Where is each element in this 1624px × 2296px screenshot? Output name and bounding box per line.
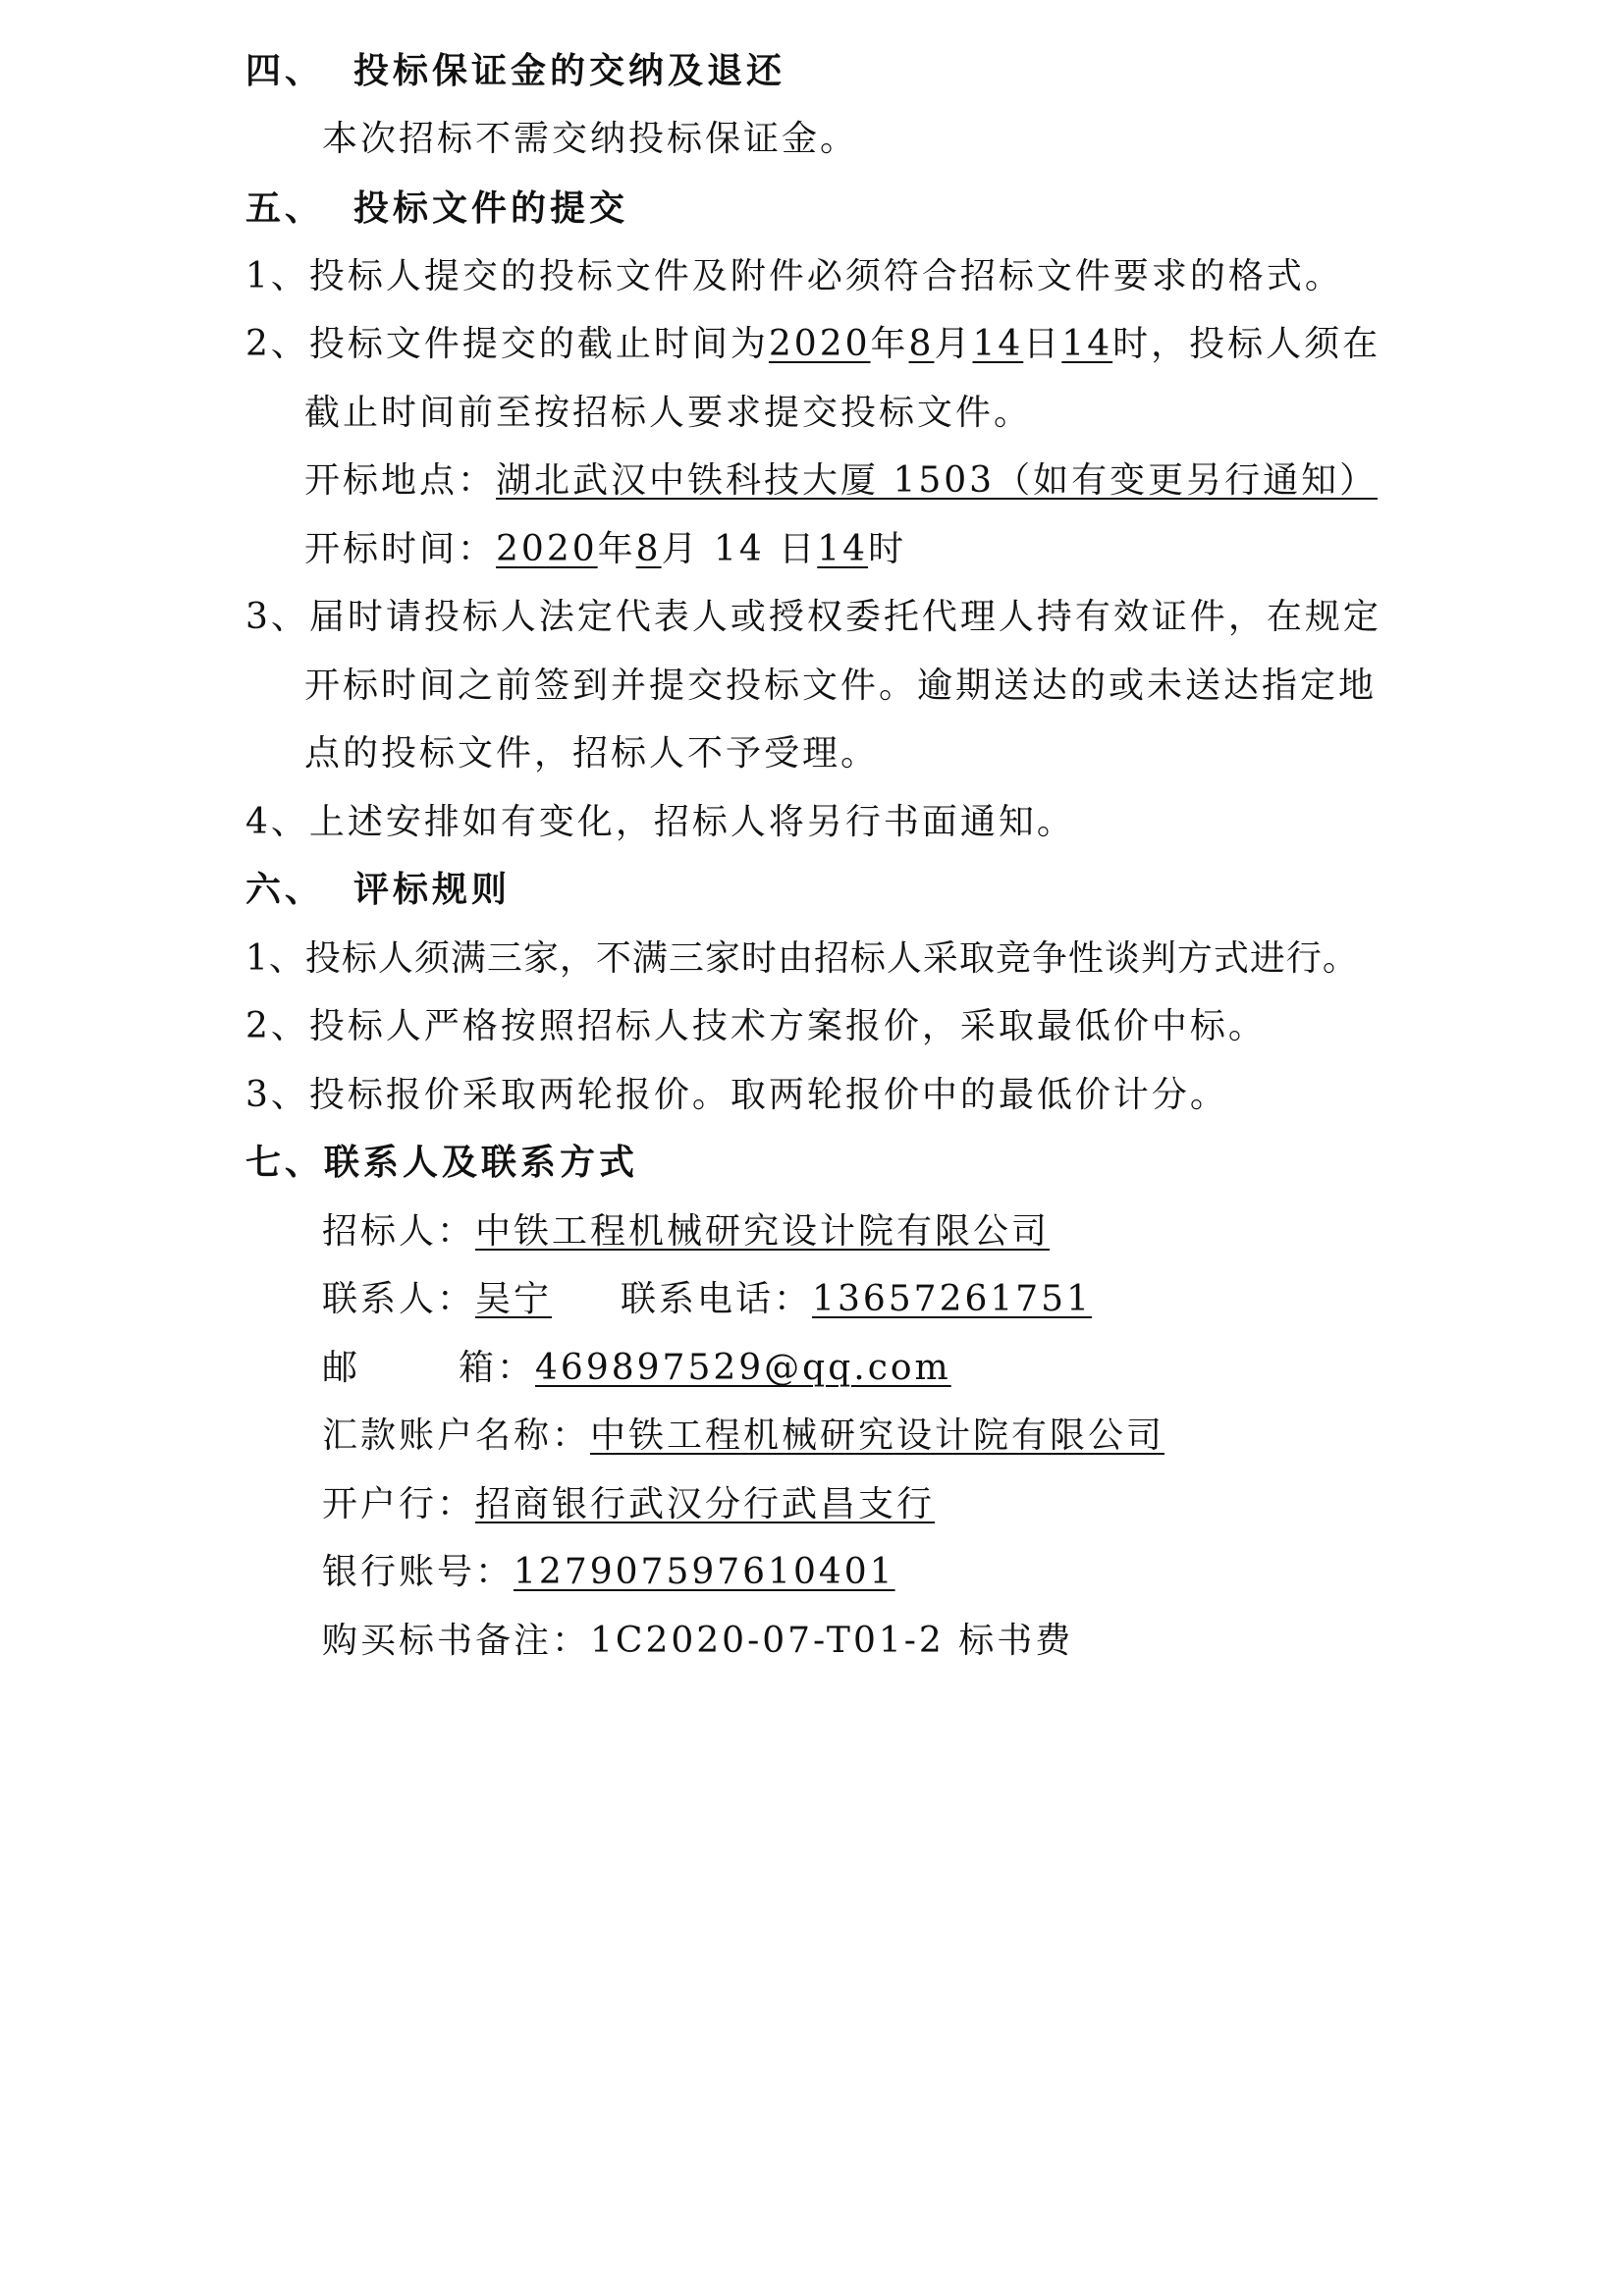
email-line xyxy=(322,1346,951,1391)
contact-line xyxy=(322,1277,1092,1322)
phone-value: 13657261751 xyxy=(812,1279,1092,1319)
section-5-item-2-line-1 xyxy=(245,322,1380,367)
section-5-item-1: 1、投标人提交的投标文件及附件必须符合招标文件要求的格式。 xyxy=(245,256,1343,296)
opening-year-unit: 年 xyxy=(597,529,636,569)
deadline-month-unit: 月 xyxy=(934,324,973,364)
opening-year: 2020 xyxy=(496,529,598,569)
deadline-day-unit: 日 xyxy=(1023,324,1062,364)
tenderer-line xyxy=(322,1209,1050,1255)
tenderer-label: 招标人： xyxy=(322,1211,476,1252)
purchase-note-value: 1C2020-07-T01-2 标书费 xyxy=(590,1621,1074,1661)
account-name-line xyxy=(322,1414,1164,1459)
deadline-year: 2020 xyxy=(768,324,871,364)
phone-label: 联系电话： xyxy=(621,1279,813,1319)
section-6-heading xyxy=(245,868,511,913)
section-5-heading xyxy=(245,187,628,232)
section-4-number: 四、 xyxy=(245,51,325,91)
section-7-heading: 七、联系人及联系方式 xyxy=(245,1143,639,1183)
account-number-line xyxy=(322,1550,895,1595)
opening-venue xyxy=(304,458,1378,504)
contact-label: 联系人： xyxy=(322,1279,476,1319)
bank-value: 招商银行武汉分行武昌支行 xyxy=(475,1484,936,1524)
purchase-note-line xyxy=(322,1619,1073,1664)
purchase-note-label: 购买标书备注： xyxy=(322,1621,591,1661)
section-5-item-4: 4、上述安排如有变化，招标人将另行书面通知。 xyxy=(245,802,1075,842)
deadline-year-unit: 年 xyxy=(870,324,909,364)
section-4-text: 本次招标不需交纳投标保证金。 xyxy=(322,119,859,159)
email-label-a: 邮 xyxy=(322,1348,361,1388)
section-5-title: 投标文件的提交 xyxy=(353,188,629,229)
opening-venue-label: 开标地点： xyxy=(304,460,497,501)
section-6-item-3: 3、投标报价采取两轮报价。取两轮报价中的最低价计分。 xyxy=(245,1075,1228,1115)
contact-value: 吴宁 xyxy=(475,1279,553,1319)
section-4-title: 投标保证金的交纳及退还 xyxy=(353,51,786,91)
opening-hour: 14 xyxy=(817,529,869,569)
bank-line xyxy=(322,1482,935,1527)
tenderer-value: 中铁工程机械研究设计院有限公司 xyxy=(475,1211,1051,1252)
section-6-title: 评标规则 xyxy=(353,870,512,910)
deadline-month: 8 xyxy=(908,324,935,364)
account-number-label: 银行账号： xyxy=(322,1552,514,1592)
section-6-item-2: 2、投标人严格按照招标人技术方案报价，采取最低价中标。 xyxy=(245,1006,1267,1046)
section-6-number: 六、 xyxy=(245,870,325,910)
opening-month: 8 xyxy=(635,529,662,569)
opening-month-day: 月 14 日 xyxy=(661,529,818,569)
email-label-b: 箱： xyxy=(459,1348,536,1388)
deadline-day: 14 xyxy=(972,324,1024,364)
opening-time xyxy=(304,527,906,572)
account-name-value: 中铁工程机械研究设计院有限公司 xyxy=(590,1415,1165,1456)
section-4-heading xyxy=(245,49,785,94)
account-name-label: 汇款账户名称： xyxy=(322,1415,591,1456)
section-5-item-3-line-3: 点的投标文件，招标人不予受理。 xyxy=(304,733,880,774)
section-5-number: 五、 xyxy=(245,188,325,229)
email-value[interactable]: 469897529@qq.com xyxy=(535,1348,951,1388)
deadline-prefix: 2、投标文件提交的截止时间为 xyxy=(245,324,769,364)
section-5-item-3-line-1: 3、届时请投标人法定代表人或授权委托代理人持有效证件，在规定 xyxy=(245,597,1381,637)
deadline-suffix: 时，投标人须在 xyxy=(1112,324,1381,364)
section-5-item-2-line-2: 截止时间前至按招标人要求提交投标文件。 xyxy=(304,393,1033,433)
section-5-item-3-line-2: 开标时间之前签到并提交投标文件。逾期送达的或未送达指定地 xyxy=(304,666,1378,706)
bank-label: 开户行： xyxy=(322,1484,476,1524)
opening-venue-value: 湖北武汉中铁科技大厦 1503（如有变更另行通知） xyxy=(496,460,1379,501)
deadline-hour: 14 xyxy=(1061,324,1113,364)
opening-time-label: 开标时间： xyxy=(304,529,497,569)
section-6-item-1: 1、投标人须满三家，不满三家时由招标人采取竞争性谈判方式进行。 xyxy=(245,938,1359,979)
account-number-value: 127907597610401 xyxy=(514,1552,895,1592)
opening-hour-unit: 时 xyxy=(868,529,907,569)
